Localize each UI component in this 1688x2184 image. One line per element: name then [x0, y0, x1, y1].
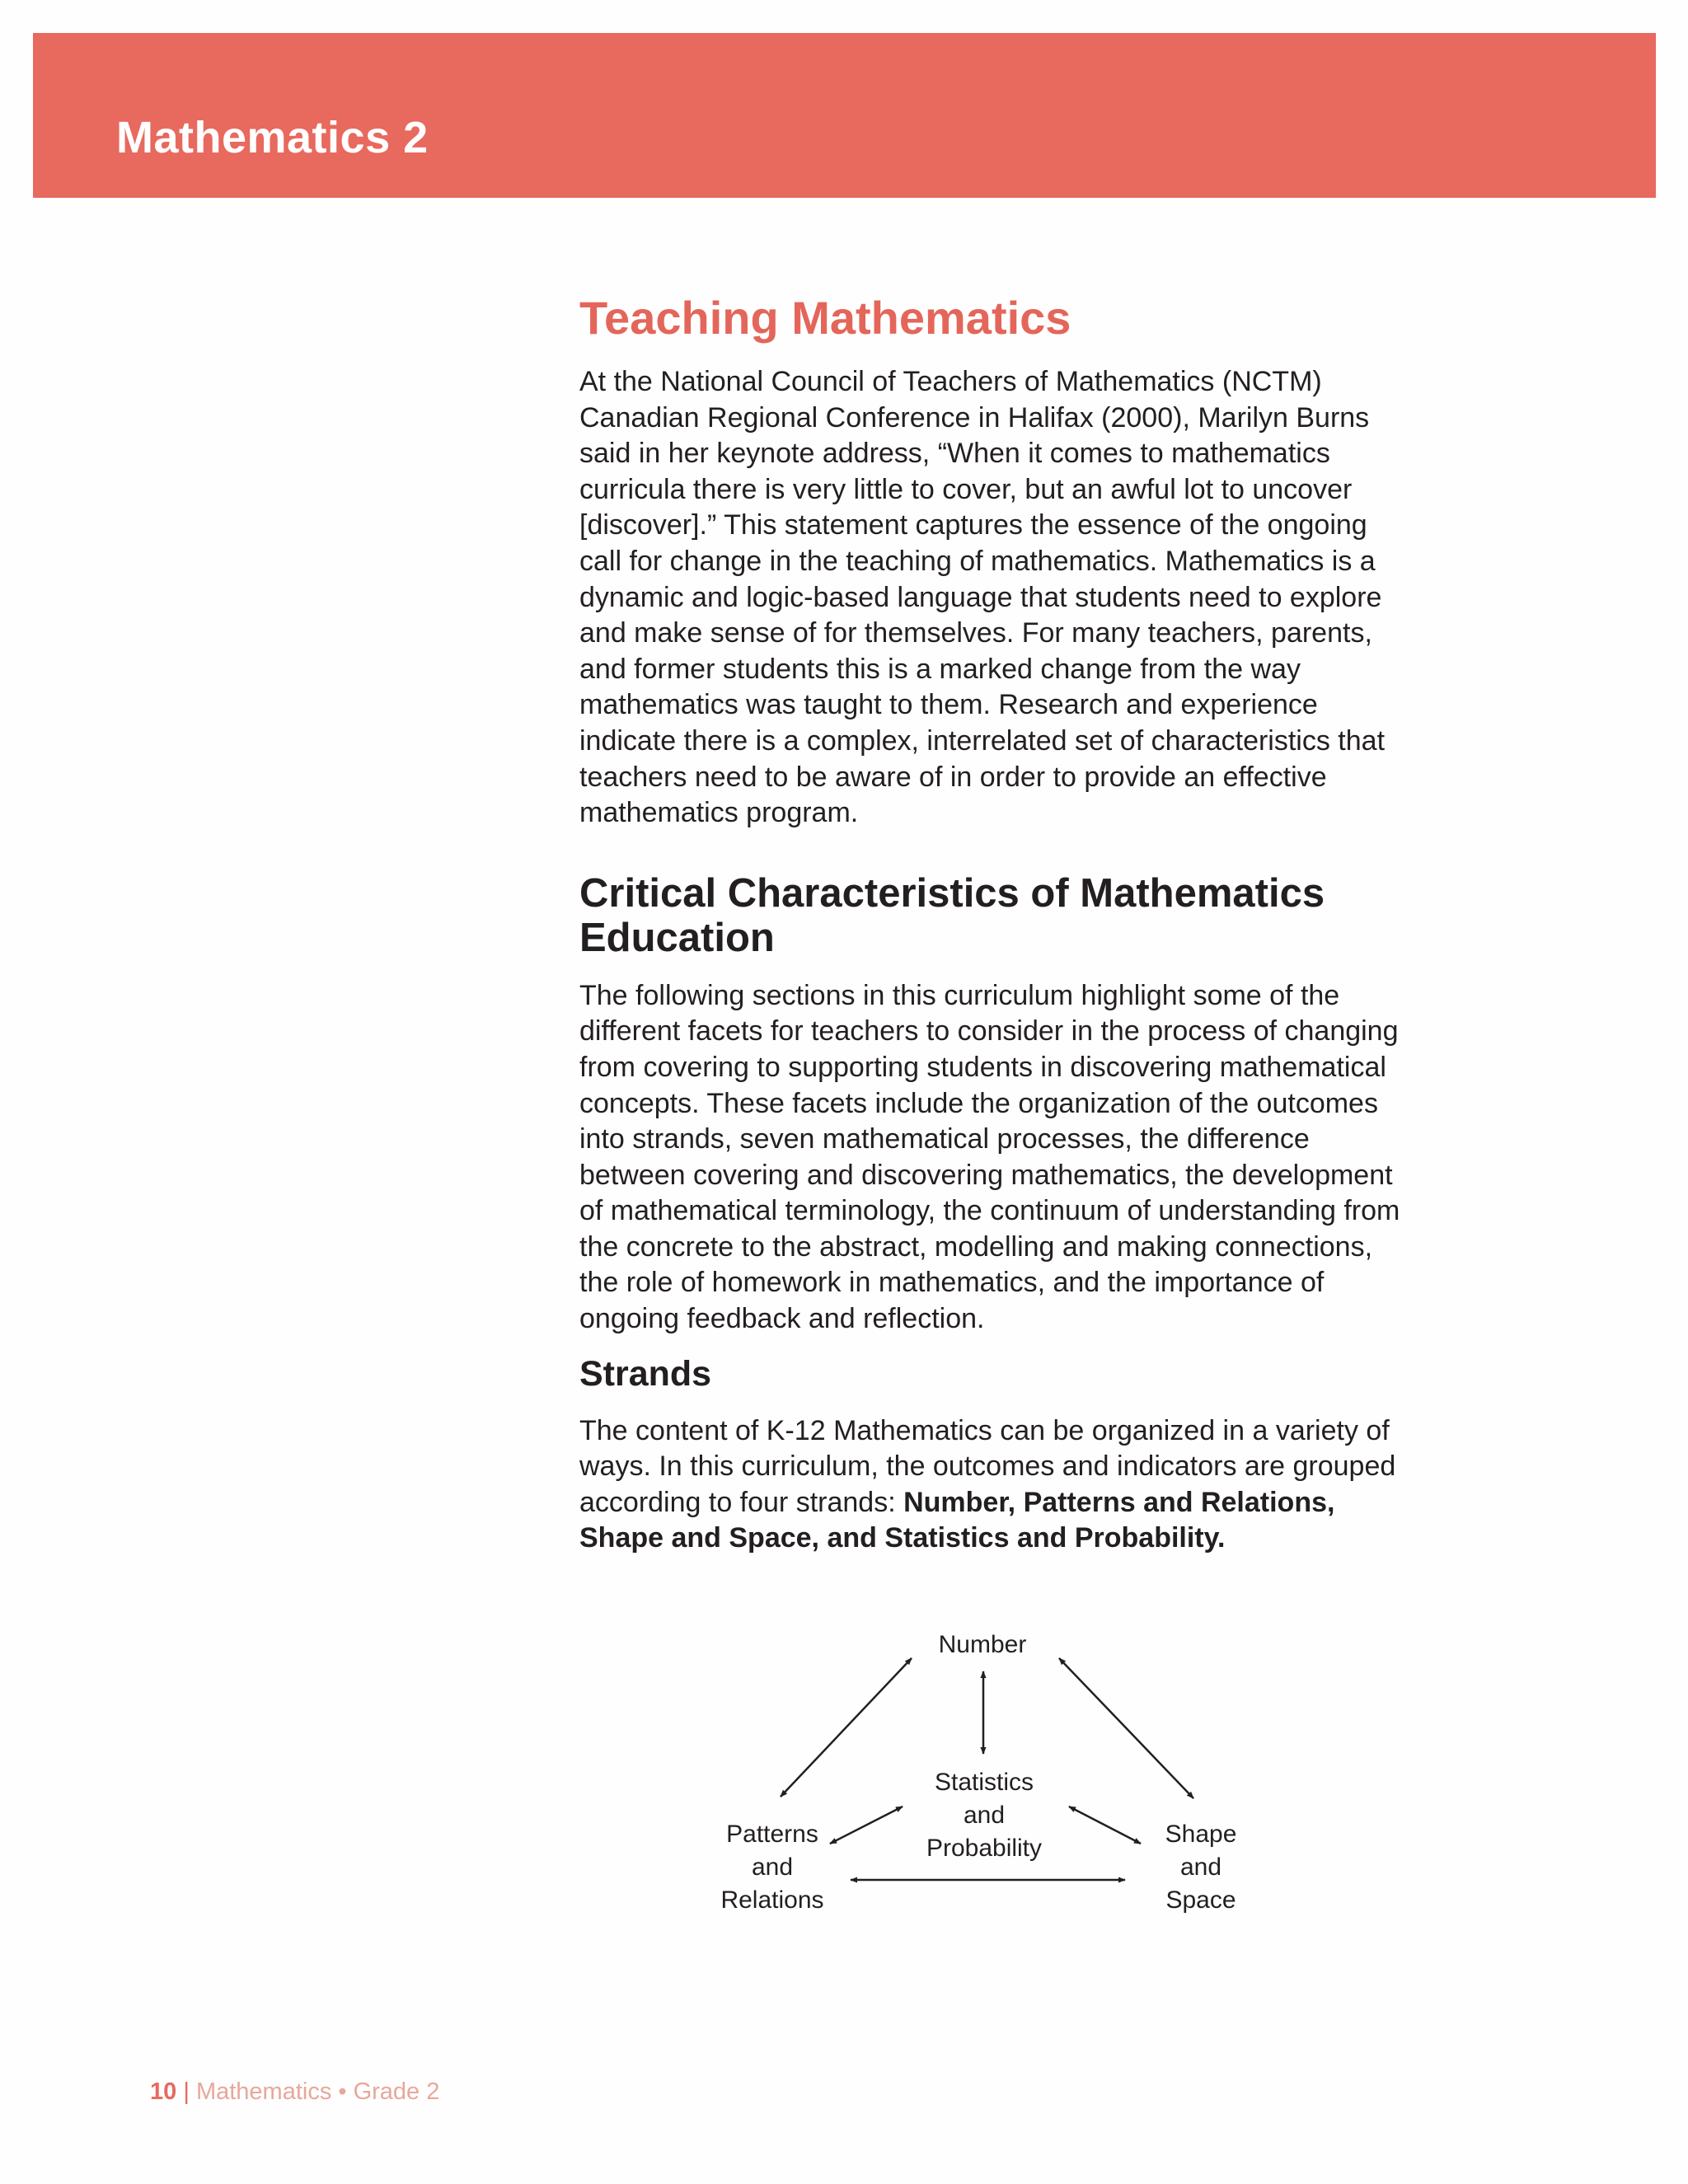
diagram-label-statistics: Statistics [934, 1769, 1034, 1796]
diagram-label-patterns-and: and [751, 1854, 794, 1881]
arrow-number-shape [1059, 1658, 1193, 1798]
strands-list-bold: Number, Patterns and Relations, Shape and Space, and Statistics and Probability. [579, 1486, 1335, 1554]
diagram-label-probability: Probability [926, 1835, 1043, 1862]
diagram-label-shape: Shape [1165, 1821, 1237, 1848]
arrow-number-patterns [781, 1658, 912, 1797]
main-content [579, 287, 1404, 1557]
diagram-label-patterns: Patterns [726, 1821, 818, 1848]
strands-paragraph-text: The content of K-12 Mathematics can be organized in a variety of ways. In this curriculum, the outcomes and indicators are grouped according to four strands: [579, 1414, 1396, 1518]
arrow-patterns-statistics [830, 1807, 903, 1844]
critical-characteristics-paragraph: The following sections in this curriculum highlight some of the different facets for teachers to consider in the process of changing from covering to supporting students in discovering mathematical concepts. These facets include the organization of the outcomes into strands, seven mathematical processes, the difference between covering and discovering mathematics, the development of mathematical terminology, the continuum of understanding from the concrete to the abstract, modelling and making connections, the role of homework in mathematics, and the importance of ongoing feedback and reflection. [579, 979, 1400, 1335]
teaching-mathematics-heading: Teaching Mathematics [579, 292, 1071, 344]
teaching-mathematics-paragraph: At the National Council of Teachers of Mathematics (NCTM) Canadian Regional Conference in Halifax (2000), Marilyn Burns said in her keynote address, “When it comes to mathematics curricula there is very little to cover, but an awful lot to uncover [discover].” This statement captures the essence of the ongoing call for change in the teaching of mathematics. Mathematics is a dynamic and logic-based language that students need to explore and make sense of for themselves. For many teachers, parents, and former students this is a marked change from the way mathematics was taught to them. Research and experience indicate there is a complex, interrelated set of characteristics that teachers need to be aware of in order to provide an effective mathematics program. [579, 366, 1386, 829]
strands-heading: Strands [579, 1353, 712, 1394]
page-footer [150, 2079, 439, 2106]
strands-paragraph [579, 1413, 1404, 1557]
arrow-statistics-shape [1069, 1807, 1141, 1844]
document-title: Mathematics 2 [116, 113, 429, 162]
diagram-label-statistics-and: and [963, 1802, 1006, 1829]
diagram-label-relations: Relations [720, 1886, 824, 1914]
footer-text: Mathematics • Grade 2 [195, 2079, 440, 2105]
diagram-label-shape-and: and [1179, 1854, 1222, 1881]
diagram-label-number: Number [938, 1631, 1027, 1658]
page-number: 10 [150, 2079, 177, 2105]
critical-characteristics-heading: Critical Characteristics of Mathematics Education [579, 870, 1325, 960]
footer-separator: | [183, 2079, 190, 2105]
diagram-label-space: Space [1165, 1886, 1236, 1914]
